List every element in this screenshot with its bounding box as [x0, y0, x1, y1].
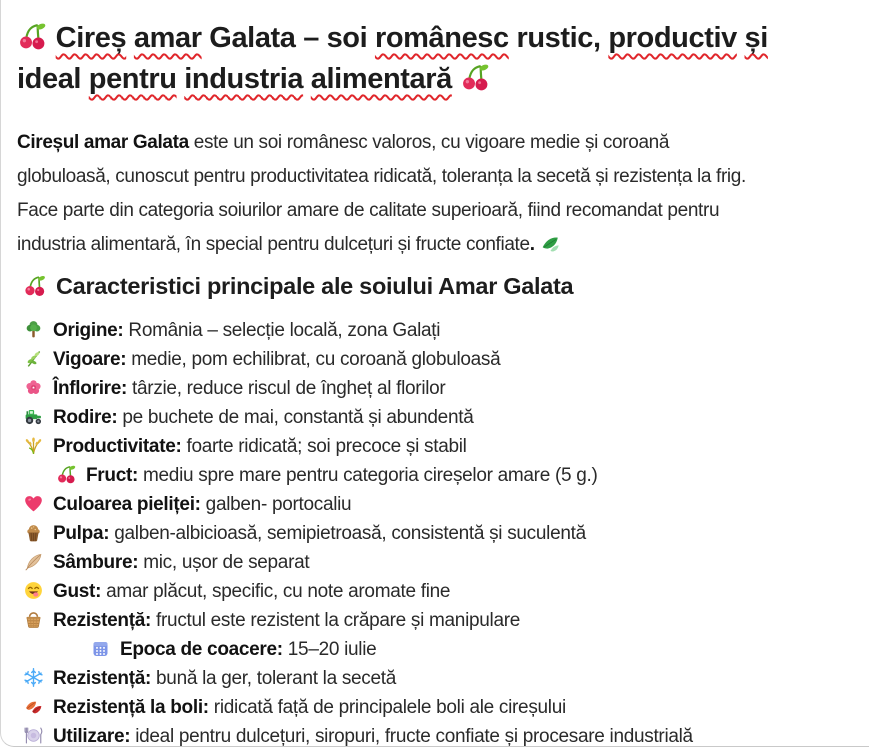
snowflake-icon — [23, 667, 44, 688]
paragraph-line — [17, 228, 866, 262]
tree-icon — [23, 319, 44, 340]
item-label: Utilizare: — [53, 726, 131, 747]
item-label: Epoca de coacere: — [120, 639, 283, 660]
title-word: alimentară — [310, 63, 452, 95]
title-word: industria — [184, 63, 304, 95]
list-item — [23, 635, 866, 664]
cherries-icon — [17, 21, 48, 52]
cherries-icon — [56, 464, 77, 485]
title-word: ideal — [17, 63, 89, 95]
paragraph-line — [17, 194, 866, 228]
item-text: bună la ger, tolerant la secetă — [151, 668, 397, 689]
paragraph-text: globuloasă, cunoscut pentru productivitatea ridicată, toleranța la secetă și rezistența la frig. — [17, 166, 746, 187]
list-item — [23, 461, 866, 490]
item-text: fructul este rezistent la crăpare și manipulare — [151, 610, 521, 631]
paragraph-period: . — [529, 234, 535, 255]
list-item — [23, 577, 866, 606]
page-title — [17, 18, 866, 100]
paragraph-line — [17, 126, 866, 160]
item-text: medie, pom echilibrat, cu coroană globuloasă — [126, 349, 501, 370]
title-line-2 — [17, 59, 866, 100]
item-label: Origine: — [53, 320, 124, 341]
title-word: amar — [133, 22, 202, 54]
item-text: ridicată față de principalele boli ale cireșului — [208, 697, 566, 718]
item-label: Productivitate: — [53, 436, 182, 457]
list-item — [23, 490, 866, 519]
title-word: productiv — [608, 22, 737, 54]
title-word: pentru — [88, 63, 177, 95]
paragraph-text: industria alimentară, în special pentru dulcețuri și fructe confiate — [17, 234, 530, 255]
list-item — [23, 345, 866, 374]
title-word — [452, 63, 460, 95]
item-label: Culoarea pieliței: — [53, 494, 201, 515]
title-word — [303, 63, 311, 95]
item-label: Rezistență la boli: — [53, 697, 209, 718]
item-label: Sâmbure: — [53, 552, 139, 573]
item-label: Gust: — [53, 581, 102, 602]
list-item — [23, 548, 866, 577]
title-line-1 — [17, 18, 866, 59]
title-word: și — [744, 22, 768, 54]
section-heading — [23, 270, 866, 302]
list-item — [23, 722, 866, 747]
list-item — [23, 693, 866, 722]
item-label: Înflorire: — [53, 378, 128, 399]
title-word — [126, 22, 134, 54]
item-text: amar plăcut, specific, cu note aromate fine — [101, 581, 451, 602]
paragraph-text: este un soi românesc valoros, cu vigoare medie și coroană — [188, 132, 670, 153]
title-word — [737, 22, 745, 54]
leaf-icon — [539, 233, 561, 255]
calendar-icon — [90, 638, 111, 659]
title-word: românesc — [374, 22, 509, 54]
cherries-icon — [460, 62, 491, 93]
heart-icon — [23, 493, 44, 514]
section-heading-text: Caracteristici principale ale soiului Amar Galata — [56, 273, 574, 299]
list-item — [23, 316, 866, 345]
plate-cutlery-icon — [23, 725, 44, 746]
item-label: Vigoare: — [53, 349, 127, 370]
herb-icon — [23, 348, 44, 369]
face-savoring-icon — [23, 580, 44, 601]
intro-lead: Cireșul amar Galata — [17, 132, 189, 153]
item-text: galben- portocaliu — [200, 494, 352, 515]
list-item — [23, 374, 866, 403]
item-label: Pulpa: — [53, 523, 110, 544]
item-text: galben-albicioasă, semipietroasă, consistentă și suculentă — [109, 523, 586, 544]
blossom-icon — [23, 377, 44, 398]
item-text: mediu spre mare pentru categoria cireșelor amare (5 g.) — [138, 465, 598, 486]
item-text: târzie, reduce riscul de îngheț al florilor — [127, 378, 446, 399]
cherries-icon — [23, 274, 47, 298]
item-label: Rezistență: — [53, 610, 152, 631]
list-item — [23, 519, 866, 548]
item-text: ideal pentru dulcețuri, siropuri, fructe confiate și procesare industrială — [130, 726, 693, 747]
item-text: 15–20 iulie — [282, 639, 377, 660]
sheaf-icon — [23, 435, 44, 456]
tractor-icon — [23, 406, 44, 427]
item-label: Fruct: — [86, 465, 139, 486]
list-item — [23, 606, 866, 635]
item-text: foarte ridicată; soi precoce și stabil — [181, 436, 467, 457]
item-label: Rezistență: — [53, 668, 152, 689]
feather-icon — [23, 551, 44, 572]
item-text: România – selecție locală, zona Galați — [123, 320, 441, 341]
characteristics-list — [17, 316, 866, 747]
list-item — [23, 432, 866, 461]
title-word: Galata – soi — [201, 22, 375, 54]
fallen-leaves-icon — [23, 696, 44, 717]
item-text: mic, ușor de separat — [138, 552, 310, 573]
cupcake-icon — [23, 522, 44, 543]
list-item — [23, 664, 866, 693]
paragraph-line — [17, 160, 866, 194]
item-label: Rodire: — [53, 407, 118, 428]
basket-icon — [23, 609, 44, 630]
title-word: rustic, — [508, 22, 609, 54]
title-word: Cireș — [55, 22, 127, 54]
item-text: pe buchete de mai, constantă și abundentă — [117, 407, 474, 428]
list-item — [23, 403, 866, 432]
paragraph-text: Face parte din categoria soiurilor amare de calitate superioară, fiind recomandat pentru — [17, 200, 720, 221]
intro-paragraph — [17, 126, 866, 262]
